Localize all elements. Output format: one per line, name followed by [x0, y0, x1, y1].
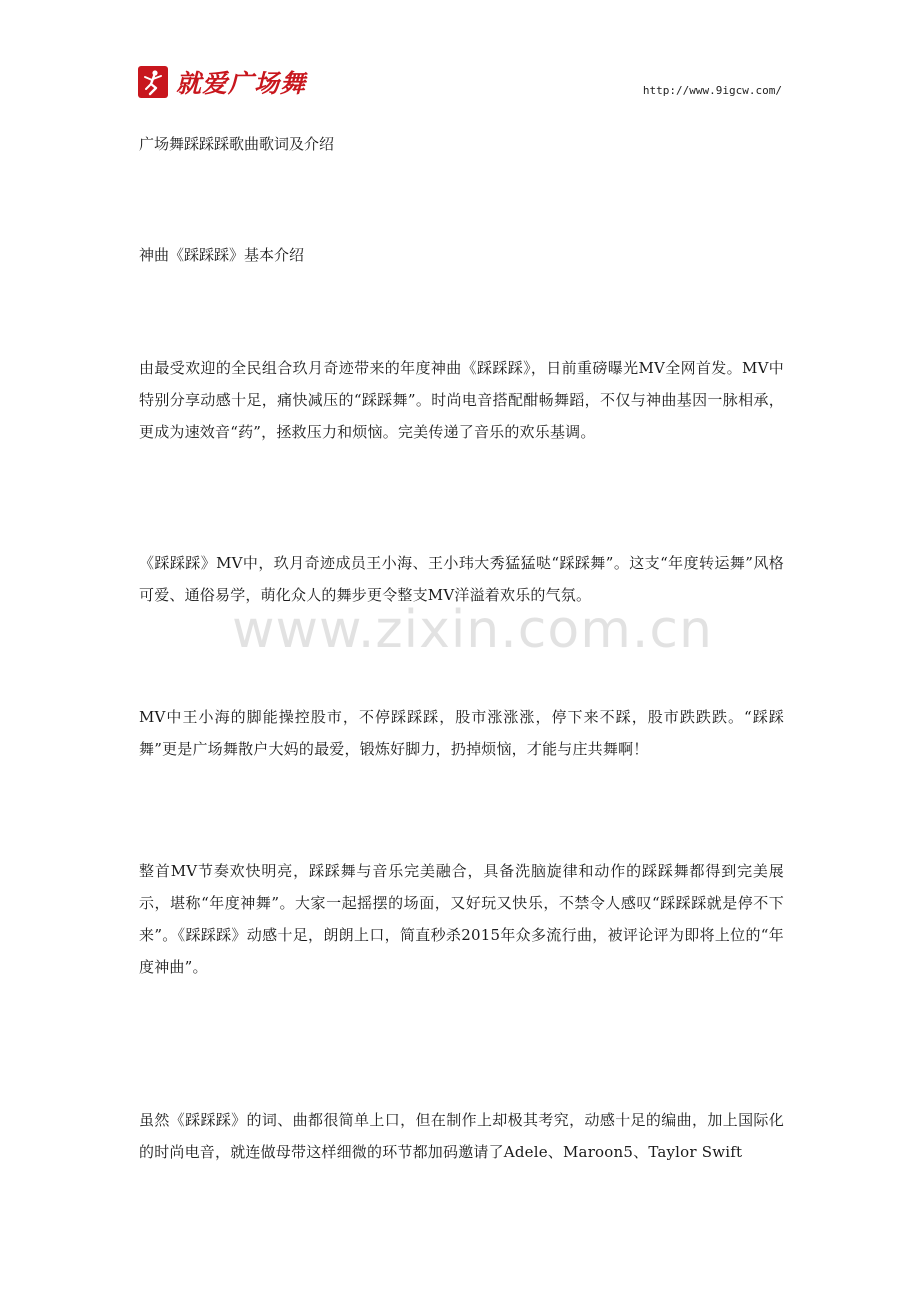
page-header: [138, 62, 782, 102]
paragraph: 虽然《踩踩踩》的词、曲都很简单上口，但在制作上却极其考究，动感十足的编曲，加上国际化的时尚电音，就连做母带这样细微的环节都加码邀请了Adele、Maroon5、Taylor Swift: [139, 1111, 784, 1161]
logo-text: 就爱广场舞: [176, 69, 307, 98]
watermark: www.zixin.com.cn: [232, 600, 713, 660]
paragraph: MV中王小海的脚能操控股市，不停踩踩踩，股市涨涨涨，停下来不踩，股市跌跌跌。“踩踩舞”更是广场舞散户大妈的最爱，锻炼好脚力，扔掉烦恼，才能与庄共舞啊！: [139, 708, 784, 758]
site-url-link[interactable]: http://www.9igcw.com/: [642, 84, 782, 97]
paragraph: 由最受欢迎的全民组合玖月奇迹带来的年度神曲《踩踩踩》，日前重磅曝光MV全网首发。MV中特别分享动感十足，痛快减压的“踩踩舞”。时尚电音搭配酣畅舞蹈，不仅与神曲基因一脉相承，更成为速效音“药”，拯救压力和烦恼。完美传递了音乐的欢乐基调。: [139, 359, 784, 441]
site-logo[interactable]: [138, 64, 306, 100]
paragraph: 《踩踩踩》MV中，玖月奇迹成员王小海、王小玮大秀猛猛哒“踩踩舞”。这支“年度转运舞”风格可爱、通俗易学，萌化众人的舞步更令整支MV洋溢着欢乐的气氛。: [139, 554, 784, 604]
document-title: 广场舞踩踩踩歌曲歌词及介绍: [139, 135, 335, 153]
paragraph: 整首MV节奏欢快明亮，踩踩舞与音乐完美融合，具备洗脑旋律和动作的踩踩舞都得到完美展示，堪称“年度神舞”。大家一起摇摆的场面，又好玩又快乐，不禁令人感叹“踩踩踩就是停不下来”。《踩踩踩》动感十足，朗朗上口，简直秒杀2015年众多流行曲，被评论评为即将上位的“年度神曲”。: [139, 862, 784, 976]
section-heading: 神曲《踩踩踩》基本介绍: [139, 246, 305, 264]
dancer-logo-icon: [138, 66, 168, 98]
